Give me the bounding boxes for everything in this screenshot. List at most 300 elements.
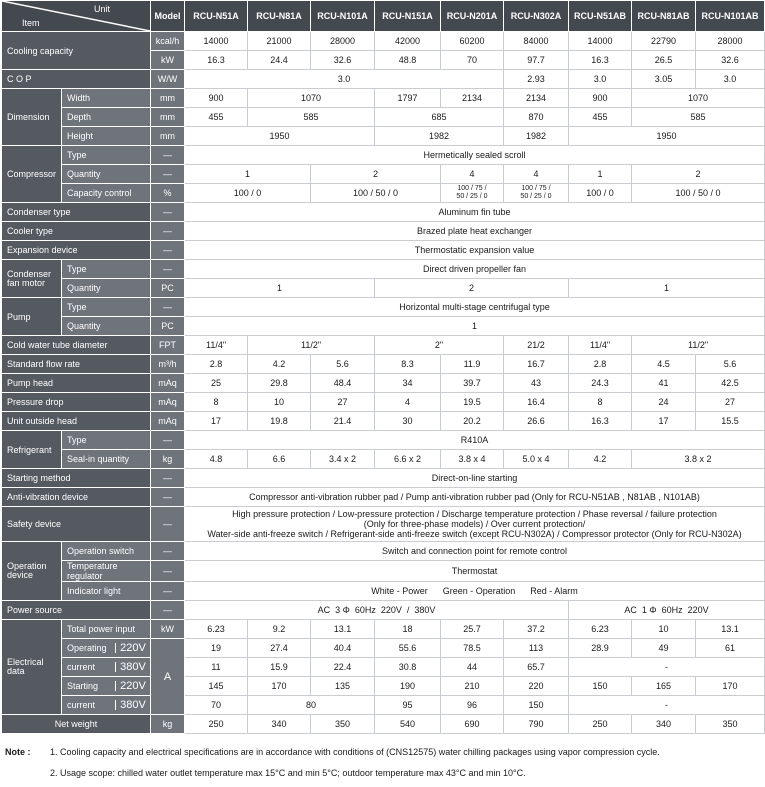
spec-table — [1, 0, 765, 734]
model-name: RCU-N51AB — [569, 1, 632, 32]
model-name: RCU-N101AB — [696, 1, 765, 32]
operating-current-380-row — [2, 658, 765, 677]
label-line: Operating — [67, 643, 107, 653]
row-label: Pump — [2, 298, 62, 336]
value-cell: 455 — [569, 108, 632, 127]
value-cell: 3.05 — [632, 70, 696, 89]
value-cell: Brazed plate heat exchanger — [185, 222, 765, 241]
row-label — [2, 542, 62, 601]
value-cell: 585 — [632, 108, 765, 127]
label-line: device — [7, 570, 34, 580]
unit-cell: — — [151, 488, 185, 507]
row-label: Condenser type — [2, 203, 151, 222]
value-cell: 16.3 — [569, 412, 632, 431]
value-cell: 100 / 0 — [569, 184, 632, 203]
value-cell: 4 — [375, 393, 441, 412]
value-cell: 28.9 — [569, 639, 632, 658]
value-cell: 44 — [441, 658, 504, 677]
value-cell: 340 — [632, 715, 696, 734]
value-cell: 13.1 — [696, 620, 765, 639]
value-cell: 900 — [569, 89, 632, 108]
fan-type-row — [2, 260, 765, 279]
value-line: 50 / 25 / 0 — [520, 193, 552, 200]
value-cell: 1 — [185, 279, 375, 298]
label-wrap — [62, 658, 150, 676]
note-2 — [5, 763, 765, 784]
value-cell: 70 — [185, 696, 248, 715]
model-name: RCU-N151A — [375, 1, 441, 32]
unit-cell: kcal/h — [151, 32, 185, 51]
sub-label: Temperature regulator — [62, 561, 151, 582]
safety-line: High pressure protection / Low-pressure protection / Discharge temperature protection / Phase reversal / failure protection — [232, 509, 717, 519]
cooler-type-row — [2, 222, 765, 241]
unit-cell: — — [151, 542, 185, 561]
row-label: Unit outside head — [2, 412, 151, 431]
label-line: Electrical — [7, 657, 44, 667]
value-cell: 26.6 — [504, 412, 569, 431]
value-cell: 27.4 — [248, 639, 311, 658]
value-part: 1/2" — [305, 340, 322, 350]
model-name: RCU-N201A — [441, 1, 504, 32]
sub-label: Type — [62, 260, 151, 279]
unit-cell: mAq — [151, 412, 185, 431]
value-cell: 61 — [696, 639, 765, 658]
value-cell: 32.6 — [311, 51, 375, 70]
value-cell: 39.7 — [441, 374, 504, 393]
value-cell — [441, 184, 504, 203]
value-cell: 27 — [696, 393, 765, 412]
dimension-depth-row — [2, 108, 765, 127]
unit-cell: — — [151, 165, 185, 184]
value-cell — [632, 336, 765, 355]
model-name: RCU-N51A — [185, 1, 248, 32]
sub-label: Indicator light — [62, 582, 151, 601]
operating-current-label — [62, 658, 151, 677]
compressor-capacity-row — [2, 184, 765, 203]
value-cell: 150 — [504, 696, 569, 715]
label-wrap — [62, 677, 150, 695]
value-cell: 2134 — [441, 89, 504, 108]
value-cell: 870 — [504, 108, 569, 127]
value-cell: 3.8 x 4 — [441, 450, 504, 469]
value-cell: 2 — [632, 165, 765, 184]
value-cell: 14000 — [185, 32, 248, 51]
value-cell: 5.0 x 4 — [504, 450, 569, 469]
value-cell: 15.9 — [248, 658, 311, 677]
cooling-capacity-row — [2, 32, 765, 51]
value-cell: 97.7 — [504, 51, 569, 70]
fan-quantity-row — [2, 279, 765, 298]
unit-cell: — — [151, 507, 185, 542]
value-cell: 42.5 — [696, 374, 765, 393]
note-text: 1. Cooling capacity and electrical specifications are in accordance with conditions of (CNS12575) water chilling packages using vapor compression cycle. — [50, 747, 660, 757]
unit-cell: — — [151, 469, 185, 488]
value-cell: 1 — [185, 165, 311, 184]
value-cell: 55.6 — [375, 639, 441, 658]
value-cell: 1950 — [569, 127, 765, 146]
unit-cell: — — [151, 298, 185, 317]
value-cell: 25 — [185, 374, 248, 393]
value-cell: 48.4 — [311, 374, 375, 393]
value-cell: 30 — [375, 412, 441, 431]
value-cell: 900 — [185, 89, 248, 108]
unit-cell: — — [151, 601, 185, 620]
row-label — [2, 260, 62, 298]
pump-type-row — [2, 298, 765, 317]
value-cell: 16.3 — [569, 51, 632, 70]
value-cell: 24.3 — [569, 374, 632, 393]
row-label: Cold water tube diameter — [2, 336, 151, 355]
value-cell: 113 — [504, 639, 569, 658]
row-label: Anti-vibration device — [2, 488, 151, 507]
unit-cell: — — [151, 431, 185, 450]
value-cell: 3.0 — [569, 70, 632, 89]
value-cell: 150 — [569, 677, 632, 696]
value-cell: 43 — [504, 374, 569, 393]
value-cell: 340 — [248, 715, 311, 734]
sub-label: Capacity control — [62, 184, 151, 203]
value-cell: 4.2 — [569, 450, 632, 469]
row-label: Refrigerant — [2, 431, 62, 469]
voltage-label: 380V — [115, 700, 150, 710]
value-cell: 16.3 — [185, 51, 248, 70]
value-cell: 3.0 — [696, 70, 765, 89]
value-cell: 4.2 — [248, 355, 311, 374]
value-cell: 65.7 — [504, 658, 569, 677]
unit-cell: — — [151, 146, 185, 165]
unit-cell: mm — [151, 108, 185, 127]
item-unit-header — [2, 1, 151, 32]
value-cell: 17 — [632, 412, 696, 431]
label-line: Starting — [67, 681, 99, 691]
value-cell: 24.4 — [248, 51, 311, 70]
value-cell: 2 — [311, 165, 441, 184]
sub-label: Quantity — [62, 279, 151, 298]
value-cell: 19 — [185, 639, 248, 658]
starting-current-label — [62, 696, 151, 715]
pump-head-row — [2, 374, 765, 393]
value-cell: Thermostat — [185, 561, 765, 582]
anti-vibration-row — [2, 488, 765, 507]
value-cell — [569, 336, 632, 355]
value-cell: 210 — [441, 677, 504, 696]
value-cell: 5.6 — [696, 355, 765, 374]
safety-device-row — [2, 507, 765, 542]
value-cell: 540 — [375, 715, 441, 734]
value-cell: 6.6 x 2 — [375, 450, 441, 469]
value-cell: 78.5 — [441, 639, 504, 658]
refrigerant-seal-row — [2, 450, 765, 469]
flow-rate-row — [2, 355, 765, 374]
value-cell: 95 — [375, 696, 441, 715]
value-cell: 27 — [311, 393, 375, 412]
value-cell: 20.2 — [441, 412, 504, 431]
item-label: Item — [22, 18, 40, 28]
row-label: Starting method — [2, 469, 151, 488]
power-source-row — [2, 601, 765, 620]
unit-cell: — — [151, 582, 185, 601]
row-label: Cooler type — [2, 222, 151, 241]
sub-label: Type — [62, 146, 151, 165]
value-cell: 790 — [504, 715, 569, 734]
sub-label: Type — [62, 431, 151, 450]
value-cell: 96 — [441, 696, 504, 715]
compressor-type-row — [2, 146, 765, 165]
unit-label: Unit — [93, 4, 110, 14]
value-cell: 19.8 — [248, 412, 311, 431]
unit-cell: kg — [151, 715, 185, 734]
value-cell: 40.4 — [311, 639, 375, 658]
value-part: 2 — [527, 340, 533, 350]
label-line: data — [7, 666, 25, 676]
model-name: RCU-N101A — [311, 1, 375, 32]
value-cell: 220 — [504, 677, 569, 696]
operating-current-220-row — [2, 639, 765, 658]
value-cell: 8 — [569, 393, 632, 412]
value-cell — [185, 507, 765, 542]
value-cell: 100 / 0 — [185, 184, 311, 203]
value-cell: - — [569, 696, 765, 715]
value-cell: 48.8 — [375, 51, 441, 70]
label-line: Operation — [7, 561, 47, 571]
value-cell: 21000 — [248, 32, 311, 51]
row-label: Pressure drop — [2, 393, 151, 412]
value-cell: 42000 — [375, 32, 441, 51]
refrigerant-type-row — [2, 431, 765, 450]
label-line: Condenser — [7, 268, 52, 279]
value-cell: Direct driven propeller fan — [185, 260, 765, 279]
unit-cell: A — [151, 639, 185, 715]
value-cell: 170 — [696, 677, 765, 696]
value-cell: 34 — [375, 374, 441, 393]
value-cell: 350 — [696, 715, 765, 734]
unit-cell: PC — [151, 317, 185, 336]
value-cell — [248, 336, 375, 355]
unit-cell: W/W — [151, 70, 185, 89]
value-cell: AC 1 Φ 60Hz 220V — [569, 601, 765, 620]
value-cell: 13.1 — [311, 620, 375, 639]
value-cell: 16.4 — [504, 393, 569, 412]
voltage-label: 220V — [115, 681, 150, 691]
row-label: Dimension — [2, 89, 62, 146]
value-cell: 685 — [375, 108, 504, 127]
value-part: 1/2 — [532, 340, 545, 350]
operation-switch-row — [2, 542, 765, 561]
value-cell: 2.8 — [185, 355, 248, 374]
value-cell: 6.6 — [248, 450, 311, 469]
value-cell: 170 — [248, 677, 311, 696]
value-line: 100 / 75 / — [457, 185, 487, 192]
sub-label: Quantity — [62, 165, 151, 184]
value-part: 1 — [205, 340, 211, 350]
row-label: Power source — [2, 601, 151, 620]
sub-label: Type — [62, 298, 151, 317]
value-cell: 100 / 50 / 0 — [632, 184, 765, 203]
value-cell: 2.93 — [504, 70, 569, 89]
value-cell: 3.4 x 2 — [311, 450, 375, 469]
value-cell: 22.4 — [311, 658, 375, 677]
value-cell: 1797 — [375, 89, 441, 108]
sub-label: Depth — [62, 108, 151, 127]
pressure-drop-row — [2, 393, 765, 412]
dimension-width-row — [2, 89, 765, 108]
net-weight-row — [2, 715, 765, 734]
value-part: 1/2" — [692, 340, 709, 350]
unit-cell: FPT — [151, 336, 185, 355]
unit-cell: — — [151, 203, 185, 222]
value-cell: 16.7 — [504, 355, 569, 374]
value-cell: 455 — [185, 108, 248, 127]
value-cell: 6.23 — [185, 620, 248, 639]
value-cell: 1 — [569, 165, 632, 184]
value-cell: 18 — [375, 620, 441, 639]
dimension-height-row — [2, 127, 765, 146]
row-label: Compressor — [2, 146, 62, 203]
label-wrap — [62, 639, 150, 657]
unit-cell: mm — [151, 127, 185, 146]
value-cell: 100 / 50 / 0 — [311, 184, 441, 203]
note-key: Note : — [5, 747, 31, 757]
starting-current-220-row — [2, 677, 765, 696]
label-line: fan motor — [7, 277, 46, 288]
tube-diameter-row — [2, 336, 765, 355]
value-cell: 32.6 — [696, 51, 765, 70]
unit-cell: PC — [151, 279, 185, 298]
unit-cell: kW — [151, 620, 185, 639]
value-part: 1/4" — [210, 340, 227, 350]
value-cell: 9.2 — [248, 620, 311, 639]
value-cell: 19.5 — [441, 393, 504, 412]
unit-cell: — — [151, 260, 185, 279]
value-cell: 4 — [504, 165, 569, 184]
value-cell: 250 — [569, 715, 632, 734]
condenser-type-row — [2, 203, 765, 222]
sub-label: Seal-in quantity — [62, 450, 151, 469]
value-cell: 8.3 — [375, 355, 441, 374]
value-cell: 1070 — [632, 89, 765, 108]
value-cell: Direct-on-line starting — [185, 469, 765, 488]
total-power-row — [2, 620, 765, 639]
value-cell: 49 — [632, 639, 696, 658]
row-label: Cooling capacity — [2, 32, 151, 70]
value-cell: 28000 — [696, 32, 765, 51]
starting-current-380-row — [2, 696, 765, 715]
safety-line: (Only for three-phase models) / Over current protection/ — [363, 519, 586, 529]
value-cell: Thermostatic expansion value — [185, 241, 765, 260]
expansion-device-row — [2, 241, 765, 260]
temperature-regulator-row — [2, 561, 765, 582]
safety-line: Water-side anti-freeze switch / Refrigerant-side anti-freeze switch (except RCU-N302A) / Compressor protector (Only for RCU-N302A) — [207, 529, 742, 539]
sub-label: Operation switch — [62, 542, 151, 561]
sub-label: Total power input — [62, 620, 151, 639]
value-cell: Aluminum fin tube — [185, 203, 765, 222]
value-cell: 10 — [248, 393, 311, 412]
value-part: 1 — [589, 340, 595, 350]
value-cell: 80 — [248, 696, 375, 715]
unit-cell: — — [151, 561, 185, 582]
cop-row — [2, 70, 765, 89]
starting-current-label — [62, 677, 151, 696]
value-cell: 165 — [632, 677, 696, 696]
value-cell: 1982 — [375, 127, 504, 146]
outside-head-row — [2, 412, 765, 431]
value-cell: 585 — [248, 108, 375, 127]
value-cell: 2" — [375, 336, 504, 355]
value-cell: Compressor anti-vibration rubber pad / Pump anti-vibration rubber pad (Only for RCU-N51AB , N81AB , N101AB) — [185, 488, 765, 507]
note-1 — [5, 742, 765, 763]
value-part: 1 — [300, 340, 306, 350]
voltage-label: 220V — [115, 643, 150, 653]
value-cell: 5.6 — [311, 355, 375, 374]
operating-current-label — [62, 639, 151, 658]
value-cell: 29.8 — [248, 374, 311, 393]
value-cell: White - Power Green - Operation Red - Alarm — [185, 582, 765, 601]
value-cell: 15.5 — [696, 412, 765, 431]
value-cell: 24 — [632, 393, 696, 412]
value-cell: 1070 — [248, 89, 375, 108]
value-cell: 22790 — [632, 32, 696, 51]
value-cell: 3.0 — [185, 70, 504, 89]
value-cell: 1982 — [504, 127, 569, 146]
value-part: 1 — [687, 340, 693, 350]
value-cell — [504, 184, 569, 203]
value-cell: 4.5 — [632, 355, 696, 374]
value-cell: 190 — [375, 677, 441, 696]
value-part: 1/4" — [594, 340, 611, 350]
unit-cell: % — [151, 184, 185, 203]
voltage-label: 380V — [115, 662, 150, 672]
value-cell: 60200 — [441, 32, 504, 51]
model-name: RCU-N302A — [504, 1, 569, 32]
value-cell: 250 — [185, 715, 248, 734]
value-cell — [504, 336, 569, 355]
value-cell: 350 — [311, 715, 375, 734]
value-cell: 690 — [441, 715, 504, 734]
value-cell: R410A — [185, 431, 765, 450]
value-cell: Switch and connection point for remote control — [185, 542, 765, 561]
value-cell: 6.23 — [569, 620, 632, 639]
sub-label: Width — [62, 89, 151, 108]
note-text: 2. Usage scope: chilled water outlet temperature max 15°C and min 5°C; outdoor temperature max 43°C and min 10°C. — [50, 768, 526, 778]
value-cell: 28000 — [311, 32, 375, 51]
value-cell: 41 — [632, 374, 696, 393]
unit-cell: kg — [151, 450, 185, 469]
value-cell: 11 — [185, 658, 248, 677]
label-wrap — [62, 696, 150, 714]
value-cell: 14000 — [569, 32, 632, 51]
row-label — [2, 620, 62, 715]
unit-cell: — — [151, 222, 185, 241]
label-line: current — [67, 662, 96, 672]
sub-label: Height — [62, 127, 151, 146]
unit-cell: mAq — [151, 393, 185, 412]
value-cell: 2.8 — [569, 355, 632, 374]
value-cell: Horizontal multi-stage centrifugal type — [185, 298, 765, 317]
unit-cell: m³/h — [151, 355, 185, 374]
value-cell: 10 — [632, 620, 696, 639]
row-label: Safety device — [2, 507, 151, 542]
value-cell — [185, 336, 248, 355]
row-label: C O P — [2, 70, 151, 89]
starting-method-row — [2, 469, 765, 488]
value-cell: 4 — [441, 165, 504, 184]
value-cell: 1950 — [185, 127, 375, 146]
sub-label: Quantity — [62, 317, 151, 336]
unit-cell: — — [151, 241, 185, 260]
header-row — [2, 1, 765, 32]
value-cell: 37.2 — [504, 620, 569, 639]
unit-cell: mAq — [151, 374, 185, 393]
